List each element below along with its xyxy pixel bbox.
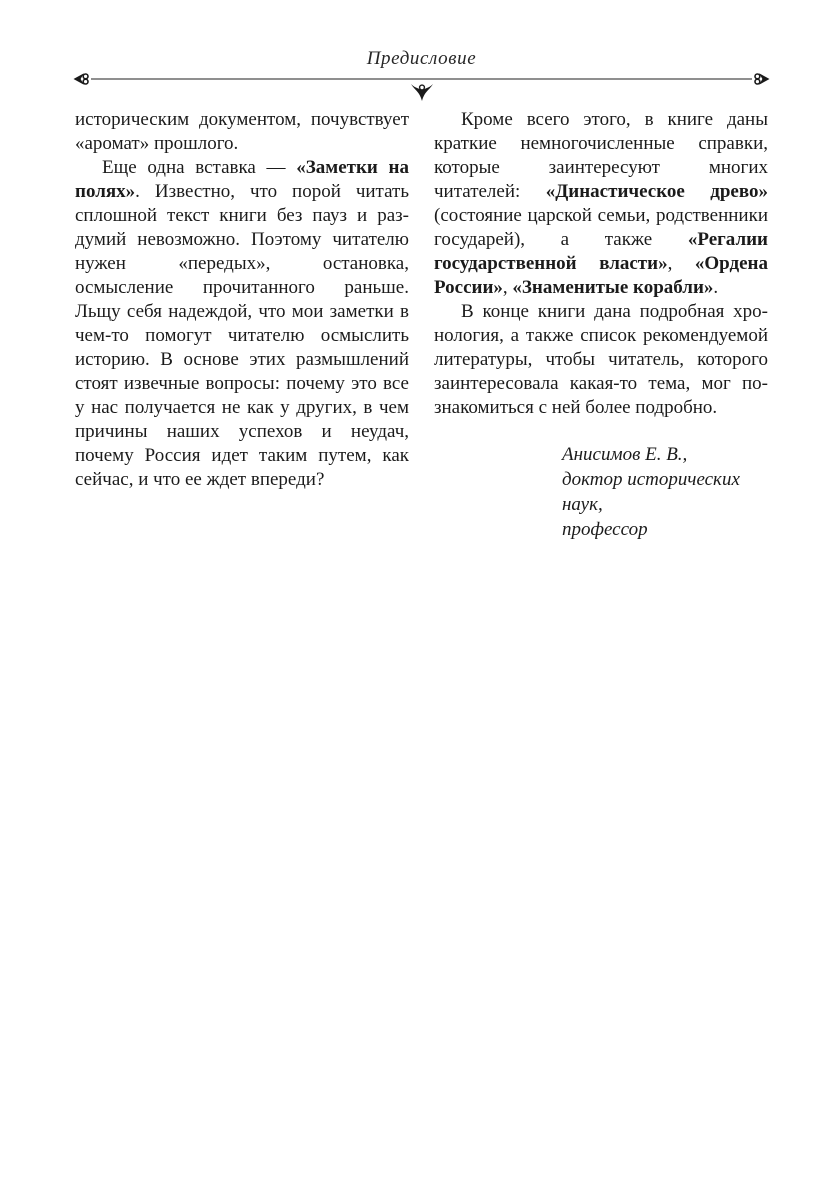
bold-text-run: «Ордена России»	[434, 253, 768, 298]
right-column	[434, 108, 768, 542]
signature-line: профессор	[562, 519, 648, 540]
bold-text-run: «Династическое древо»	[545, 181, 768, 202]
text-run: историческим документом, почувствует «аромат» прошлого.	[75, 109, 409, 154]
arrow-curl-left-icon	[73, 71, 91, 87]
text-run: . Известно, что порой читать сплошной текст книги без пауз и раздумий невозможно. Поэтому читателю нужен «передых», остановка, осмысление прочитанного раньше. Льщу себя надеждой, что мои заметки в чем-то помогут читателю осмыслить историю. В основе этих размышлений стоят извечные вопросы: почему это все у нас получается не как у других, в чем причины наших успехов и неудач, почему Россия идет таким путем, как сейчас, и что ее ждет впереди?	[75, 181, 409, 490]
text-run: ,	[502, 277, 513, 298]
rule-line	[91, 78, 752, 80]
page-header	[73, 48, 770, 103]
running-title: Предисловие	[366, 48, 477, 69]
text-run: В конце книги дана подробная хронология, а также список рекомендуемой литературы, чтобы читатель, которого заинтересовала какая-то тема, мог познакомиться с ней более подробно.	[434, 301, 768, 418]
paragraph	[75, 156, 409, 492]
text-run: Кроме всего этого, в книге даны краткие немногочисленные справки, которые заинтересуют многих читателей:	[434, 109, 768, 202]
signature-line: доктор исторических наук,	[562, 469, 740, 515]
signature-line: Анисимов Е. В.,	[562, 444, 688, 465]
arrow-curl-right-icon	[752, 71, 770, 87]
paragraph	[434, 300, 768, 420]
paragraph	[75, 108, 409, 156]
text-run: ,	[667, 253, 695, 274]
fleuron-icon	[73, 83, 770, 103]
bold-text-run: «Регалии государственной власти»	[434, 229, 768, 274]
left-column	[75, 108, 409, 542]
text-run: .	[713, 277, 719, 298]
text-run: (состояние царской семьи, родственники государей), а также	[434, 205, 768, 250]
paragraph	[434, 108, 768, 300]
bold-text-run: «Заметки на полях»	[75, 157, 409, 202]
bold-text-run: «Знаменитые корабли»	[512, 277, 714, 298]
text-columns	[75, 108, 768, 542]
text-run: Еще одна вставка —	[102, 157, 297, 178]
author-signature	[434, 442, 768, 542]
